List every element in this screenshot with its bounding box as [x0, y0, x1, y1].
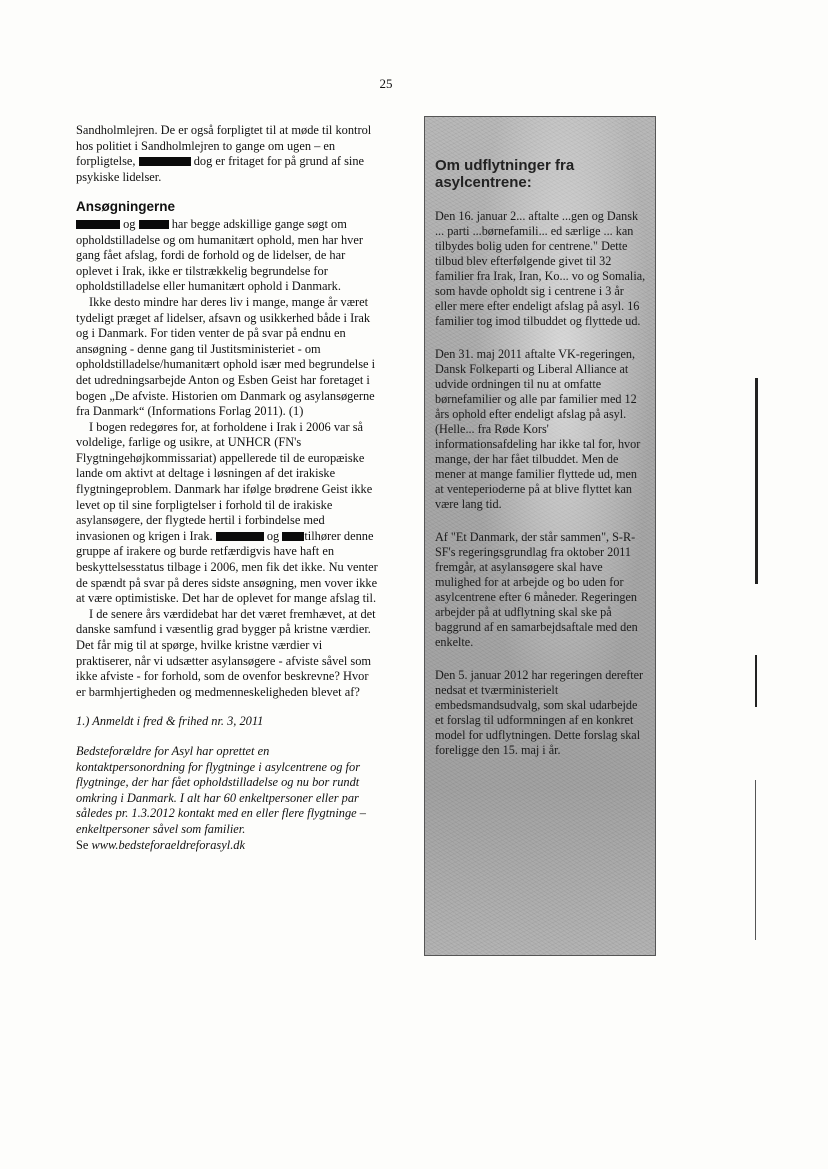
margin-scan-mark — [755, 378, 758, 584]
paragraph-4: I de senere års værdidebat har det været fremhævet, at det danske samfund i væsentlig grad bygger på kristne værdier. Det får mig til at spørge, hvilke kristne værdier vi praktiserer, når vi udsætter asylansøgere - afviste såvel som ikke afviste - for forhold, som de ovenfor beskrevne? Hvor er barmhjertigheden og medmenneskeligheden blevet af? — [76, 606, 376, 699]
intro-text-suffix: dog er fritaget for på grund af sine psykiske lidelser. — [76, 154, 365, 184]
p3-text-c: tilhører denne gruppe af irakere og burde retfærdigvis have haft en beskyttelsesstatus tilbage i 2006, men fik det ikke. Nu venter de spændt på svar på deres sidste ansøgning, men vover ikke at være optimistiske. Det har de oplevet for mange afslag til. — [76, 528, 378, 606]
page-number: 25 — [379, 76, 393, 91]
intro-text: Sandholmlejren. De er også forpligtet til at møde til kontrol hos politiet i Sandholmlejren to gange om ugen – en forpligtelse, — [76, 123, 372, 169]
footnote-reference: 1.) Anmeldt i fred & frihed nr. 3, 2011 — [76, 714, 264, 729]
redaction-bar — [139, 157, 191, 166]
sidebar-title: Om udflytninger fra asylcentrene: — [435, 157, 575, 191]
sidebar-paragraph-3: Af "Et Danmark, der står sammen", S-R-SF's regeringsgrundlag fra oktober 2011 fremgår, at asylansøgere skal have mulighed for at arbejde og bo uden for asylcentrene efter 6 måneder. Regeringen arbejder på at udflytning skal ske på baggrund af en samarbejdsaftale med den enkelte. — [435, 530, 638, 649]
redaction-bar — [139, 220, 169, 229]
margin-scan-mark — [755, 655, 757, 707]
p1-text: har begge adskillige gange søgt om opholdstilladelse og om humanitært ophold, men har hver gang fået afslag, fordi de forhold og de lidelser, de har oplevet i Irak, ikke er tilstrækkelig begrundelse for opholdstilladelse eller humanitært ophold i Danmark. — [76, 216, 364, 294]
footnote-body: Bedsteforældre for Asyl har oprettet en kontaktpersonordning for flygtninge i asylcentrene og for flygtninge, der har fået opholdstilladelse og nu bor rundt omkring i Danmark. I alt har 60 enkeltpersoner eller par således pr. 1.3.2012 kontakt med en eller flere flygtninge – enkeltpersoner såvel som familier. — [76, 743, 366, 836]
main-column — [76, 123, 378, 853]
paragraph-1 — [76, 217, 378, 295]
footnote-url: www.bedsteforaeldreforasyl.dk — [91, 837, 245, 852]
intro-paragraph — [76, 123, 378, 185]
margin-scan-mark — [755, 780, 756, 940]
p3-text-a: I bogen redegøres for, at forholdene i Irak i 2006 var så voldelige, farlige og usikre, at UNHCR (FN's Flygtningehøjkommissariat) appellerede til de europæiske lande om aktivt at deltage i løsningen af det irakiske flygtningeproblem. Danmark har ifølge brødrene Geist ikke levet op til sine forpligtelser i forhold til de irakiske asylansøgere, der flygtede hertil i forbindelse med invasionen og krigen i Irak. — [76, 419, 373, 543]
p3-conjunction: og — [266, 528, 280, 543]
sidebar-paragraph-2: Den 31. maj 2011 aftalte VK-regeringen, Dansk Folkeparti og Liberal Alliance at udvide ordningen til nu at omfatte børnefamilier og alle par familier med 12 års ophold efter endeligt afslag på asyl. (Helle... fra Røde Kors' informationsafdeling har ikke tal for, hvor mange, der har fået tilbuddet. Men de mener at mange familier flyttede ud, men at venteperioderne på at blive flyttet kan være lang tid. — [435, 347, 641, 511]
sidebar-paragraph-4: Den 5. januar 2012 har regeringen derefter nedsat et tværministerielt embedsmandsudvalg, som skal udarbejde et forslag til udformningen af en konkret model for udflytningen. Dette forslag skal foreligge den 15. maj i år. — [435, 668, 644, 757]
paragraph-2: Ikke desto mindre har deres liv i mange, mange år været tydeligt præget af lidelser, afsavn og usikkerhed både i Irak og i Danmark. For tiden venter de på svar på endnu en ansøgning - denne gang til Justitsministeriet - om opholdstilladelse/humanitært ophold især med begrundelse i det udredningsarbejde Anton og Esben Geist har foretaget i bogen „De afviste. Historien om Danmark og asylansøgerne fra Danmark“ (Informations Forlag 2011). (1) — [76, 294, 376, 419]
footnote-url-prefix: Se — [76, 837, 92, 852]
paragraph-3 — [76, 420, 378, 607]
p1-conjunction: og — [123, 216, 136, 231]
section-heading: Ansøgningerne — [76, 199, 176, 215]
redaction-bar — [216, 532, 264, 541]
sidebar-content — [435, 157, 647, 776]
footnote-url-line — [76, 838, 378, 854]
sidebar-box — [424, 116, 656, 956]
sidebar-paragraph-1: Den 16. januar 2... aftalte ...gen og Dansk ... parti ...børnefamili... ed særlige ... kan tilbydes bolig uden for centrene." Dette tilbud blev efterfølgende givet til 32 familier fra Irak, Iran, Ko... vo og Somalia, som havde opholdt sig i centrene i 3 år eller mere efter endeligt afslag på asyl. 16 familier tog imod tilbuddet og flyttede ud. — [435, 209, 646, 328]
redaction-bar — [282, 532, 304, 541]
redaction-bar — [76, 220, 120, 229]
